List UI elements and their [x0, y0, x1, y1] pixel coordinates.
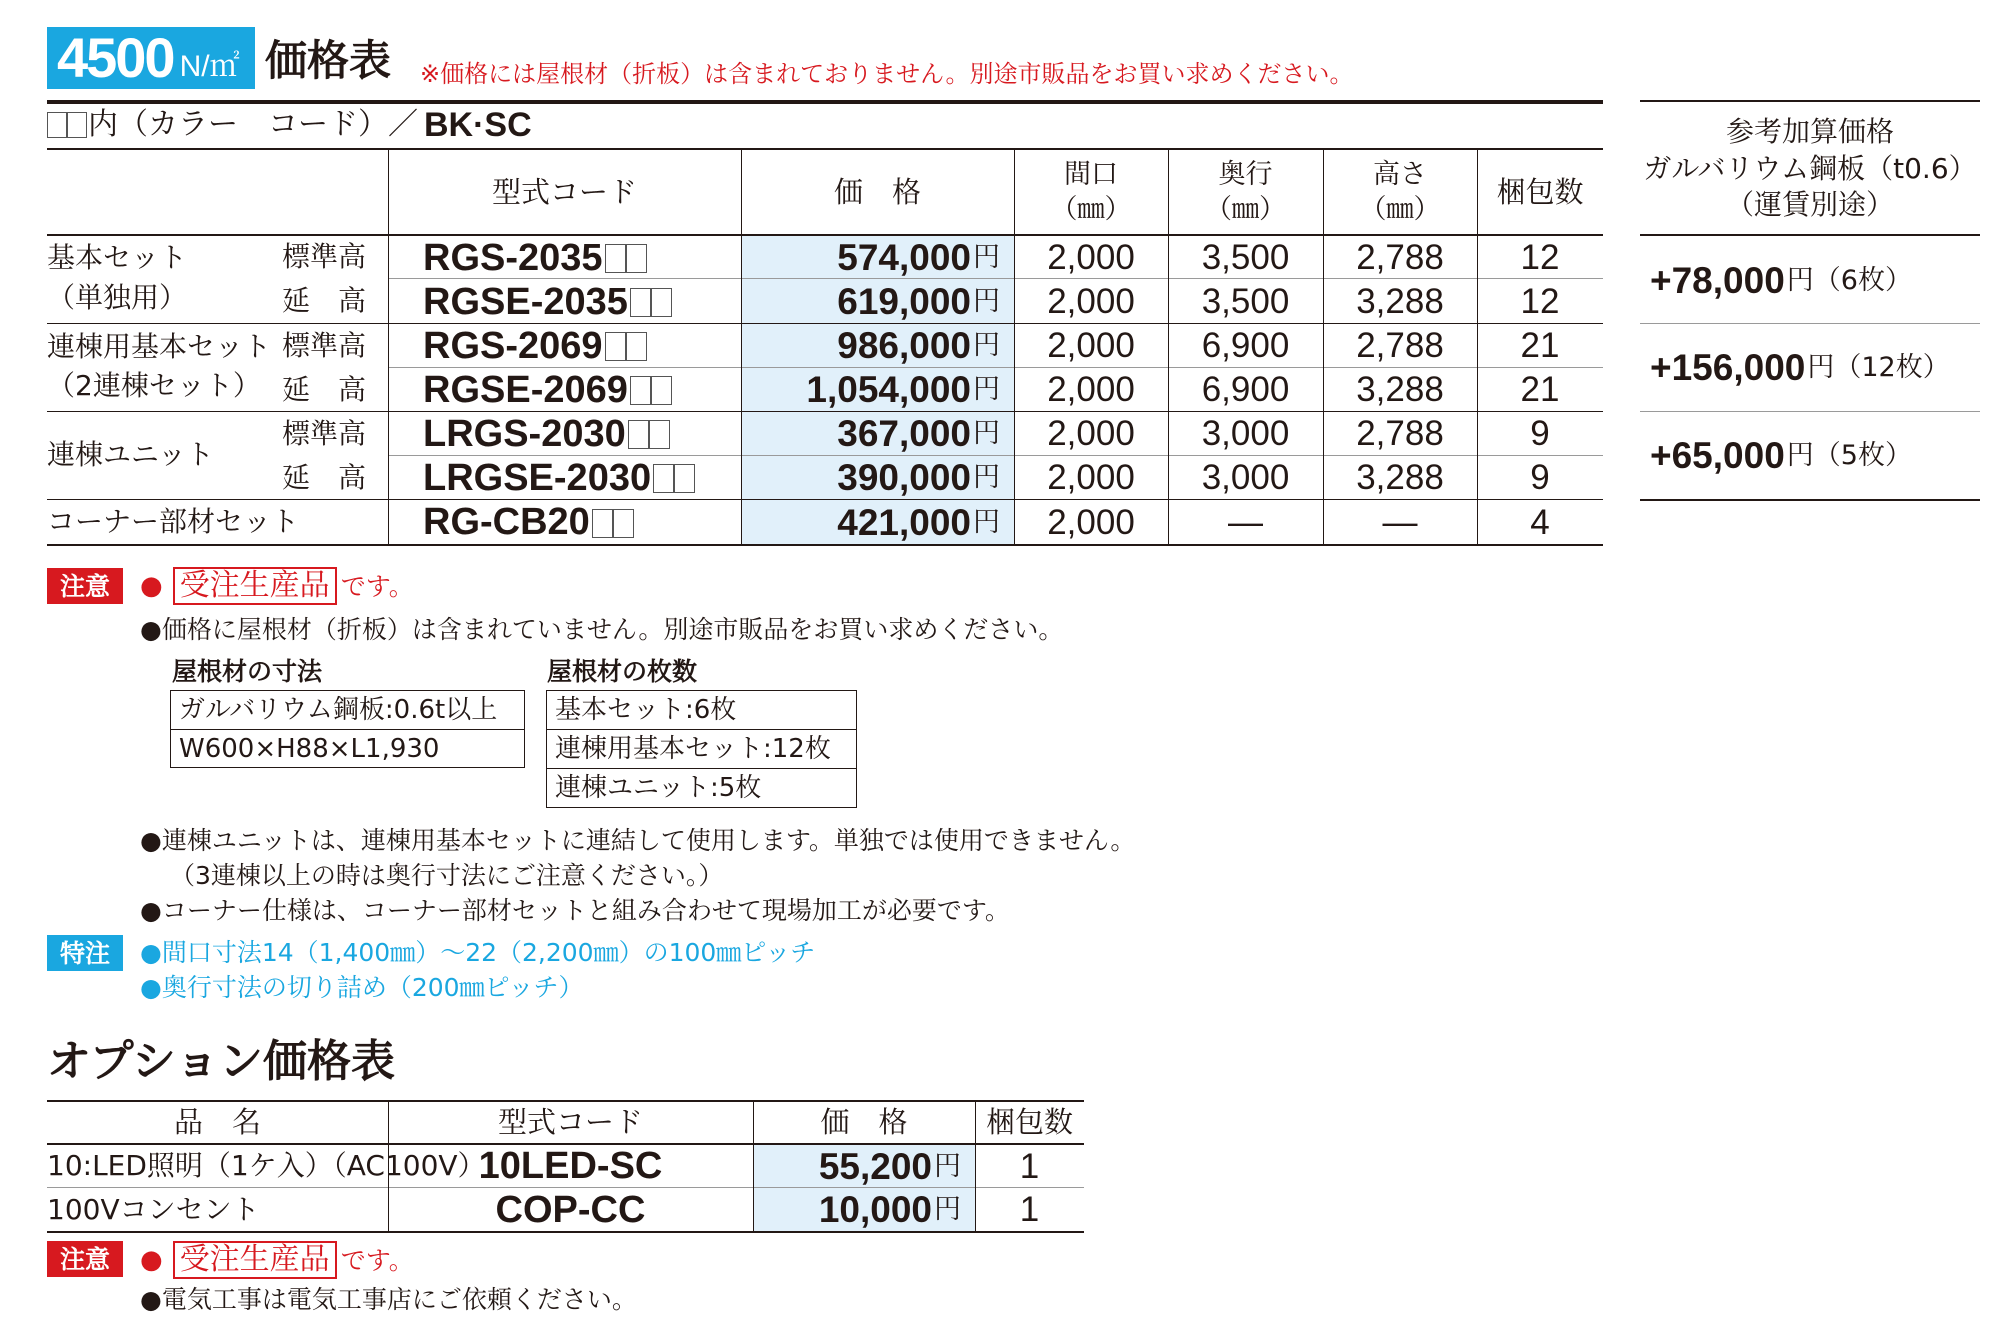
- page-title: 価格表: [265, 36, 392, 85]
- color-code-line: [47, 108, 532, 142]
- option-header-packages: 梱包数: [985, 1105, 1073, 1139]
- price: 574,000 円: [837, 237, 1000, 278]
- price: 1,054,000 円: [806, 369, 1000, 410]
- made-to-order-desu: です。: [340, 1245, 414, 1275]
- height-type-standard: 標準高: [282, 239, 367, 273]
- group-corner-set: コーナー部材セット: [47, 505, 300, 538]
- height-type-extended: 延 高: [282, 284, 367, 317]
- model-code: RGSE-2035: [423, 280, 673, 323]
- width-value: 2,000: [1047, 370, 1135, 409]
- header-model: 型式コード: [491, 174, 637, 209]
- option-bottom-rule: [47, 1231, 1084, 1233]
- price: 390,000 円: [837, 457, 1000, 498]
- width-value: 2,000: [1047, 282, 1135, 321]
- height-type-extended: 延 高: [282, 460, 367, 494]
- depth-value: 3,000: [1201, 414, 1290, 453]
- special-order-tag: 特注: [47, 935, 123, 971]
- model-code: RGSE-2069: [423, 368, 673, 411]
- linked-unit-note: ●連棟ユニットは、連棟用基本セットに連結して使用します。単独では使用できません。: [140, 826, 1136, 855]
- price: 421,000 円: [837, 501, 1000, 543]
- color-codes: BK·SC: [424, 106, 532, 144]
- made-to-order-label: 受注生産品: [173, 1241, 337, 1279]
- height-value: 3,288: [1356, 370, 1444, 409]
- additional-top-rule: [1640, 100, 1980, 102]
- group-linked-basic-set-sub: （2連棟セット）: [47, 369, 261, 402]
- load-capacity-unit: N/㎡: [179, 50, 240, 83]
- special-order-note: ●奥行寸法の切り詰め（200㎜ピッチ）: [140, 973, 584, 1002]
- caution-tag: 注意: [47, 568, 123, 604]
- header-price: 価 格: [833, 174, 921, 209]
- roofing-note: ●価格に屋根材（折板）は含まれていません。別途市販品をお買い求めください。: [140, 615, 1064, 644]
- depth-value: 3,000: [1201, 458, 1290, 497]
- option-packages: 1: [1019, 1146, 1040, 1186]
- model-code: LRGSE-2030: [423, 456, 696, 499]
- height-type-extended: 延 高: [282, 372, 367, 406]
- bullet-icon: ●: [140, 1245, 163, 1275]
- option-packages: 1: [1019, 1190, 1040, 1229]
- width-value: 2,000: [1047, 326, 1135, 365]
- depth-value: 6,900: [1201, 370, 1290, 409]
- option-price: 10,000 円: [818, 1189, 961, 1230]
- load-capacity-badge: [47, 27, 255, 89]
- option-name: 10:LED照明（1ケ入）（AC100V）: [47, 1149, 486, 1182]
- option-table-title: オプション価格表: [47, 1036, 396, 1087]
- additional-price-row: +156,000 円 （12枚）: [1650, 347, 1950, 388]
- model-code: RGS-2069: [423, 324, 648, 367]
- color-code-label: 内（カラー コード）／: [88, 107, 418, 142]
- packages-value: 12: [1520, 282, 1560, 321]
- bullet-icon: ●: [140, 571, 163, 601]
- packages-value: 12: [1520, 238, 1560, 277]
- special-order-note: ●間口寸法14（1,400㎜）〜22（2,200㎜）の100㎜ピッチ: [140, 938, 816, 967]
- model-code: LRGS-2030: [423, 412, 671, 455]
- price: 367,000 円: [837, 413, 1000, 454]
- option-header-price: 価 格: [820, 1105, 908, 1139]
- roof-count-cell: 連棟ユニット:5枚: [546, 768, 857, 808]
- header-packages: 梱包数: [1496, 174, 1584, 209]
- roof-count-cell: 連棟用基本セット:12枚: [546, 729, 857, 769]
- width-value: 2,000: [1047, 502, 1135, 542]
- option-price: 55,200 円: [818, 1145, 961, 1187]
- option-model: COP-CC: [495, 1188, 646, 1231]
- height-value: 3,288: [1356, 282, 1444, 321]
- width-value: 2,000: [1047, 458, 1135, 497]
- depth-value: 6,900: [1201, 326, 1290, 365]
- additional-bottom-rule: [1640, 499, 1980, 501]
- depth-value: —: [1228, 502, 1263, 542]
- option-header-name: 品 名: [173, 1105, 261, 1139]
- additional-heading: 参考加算価格 ガルバリウム鋼板（t0.6） （運賃別途）: [1643, 115, 1977, 222]
- width-value: 2,000: [1047, 238, 1135, 277]
- option-made-to-order-note: [140, 1240, 414, 1280]
- option-model: 10LED-SC: [478, 1145, 663, 1187]
- table-bottom-rule: [47, 544, 1603, 546]
- roof-dims-cell: ガルバリウム鋼板:0.6t以上: [170, 690, 525, 730]
- header-depth: 奥行 （㎜）: [1205, 158, 1286, 225]
- additional-header-rule: [1640, 234, 1980, 236]
- header-height: 高さ （㎜）: [1359, 158, 1441, 225]
- additional-price-row: +65,000 円 （5枚）: [1650, 435, 1912, 476]
- header-rule: [47, 100, 1603, 104]
- model-code: RG-CB20: [423, 500, 635, 544]
- height-value: 2,788: [1356, 238, 1444, 277]
- model-code: RGS-2035: [423, 236, 648, 279]
- roof-count-cell: 基本セット:6枚: [546, 690, 857, 730]
- group-basic-set: 基本セット: [47, 241, 188, 274]
- roof-count-heading: 屋根材の枚数: [547, 657, 698, 686]
- depth-value: 3,500: [1201, 282, 1290, 321]
- packages-value: 21: [1520, 326, 1560, 365]
- packages-value: 21: [1520, 370, 1560, 409]
- made-to-order-note: [140, 566, 414, 606]
- height-type-standard: 標準高: [282, 328, 367, 362]
- group-linked-unit: 連棟ユニット: [47, 438, 214, 471]
- caution-tag: 注意: [47, 1241, 123, 1277]
- made-to-order-desu: です。: [340, 571, 414, 601]
- title-note: ※価格には屋根材（折板）は含まれておりません。別途市販品をお買い求めください。: [420, 60, 1354, 88]
- option-name: 100Vコンセント: [47, 1192, 260, 1226]
- made-to-order-label: 受注生産品: [173, 567, 337, 605]
- height-value: 2,788: [1356, 414, 1444, 453]
- color-placeholder-boxes: [47, 112, 87, 138]
- price: 986,000 円: [837, 325, 1000, 366]
- group-basic-set-sub: （単独用）: [47, 281, 188, 314]
- height-value: 2,788: [1356, 326, 1444, 365]
- height-value: 3,288: [1356, 458, 1444, 497]
- price: 619,000 円: [837, 281, 1000, 322]
- linked-unit-note-2: （3連棟以上の時は奥行寸法にご注意ください。）: [170, 861, 724, 890]
- packages-value: 4: [1530, 502, 1550, 542]
- group-linked-basic-set: 連棟用基本セット: [47, 330, 272, 363]
- roof-dims-cell: W600×H88×L1,930: [170, 729, 525, 768]
- width-value: 2,000: [1047, 414, 1135, 453]
- roof-dims-heading: 屋根材の寸法: [172, 657, 323, 686]
- electrical-note: ●電気工事は電気工事店にご依頼ください。: [140, 1285, 637, 1314]
- load-capacity-value: 4500: [57, 26, 174, 89]
- corner-note: ●コーナー仕様は、コーナー部材セットと組み合わせて現場加工が必要です。: [140, 896, 1010, 925]
- depth-value: 3,500: [1201, 238, 1290, 277]
- additional-price-row: +78,000 円 （6枚）: [1650, 259, 1912, 301]
- header-width: 間口 （㎜）: [1050, 158, 1132, 225]
- height-value: —: [1382, 502, 1418, 542]
- height-type-standard: 標準高: [282, 416, 367, 450]
- packages-value: 9: [1530, 414, 1550, 453]
- packages-value: 9: [1530, 458, 1550, 497]
- option-header-model: 型式コード: [497, 1105, 643, 1139]
